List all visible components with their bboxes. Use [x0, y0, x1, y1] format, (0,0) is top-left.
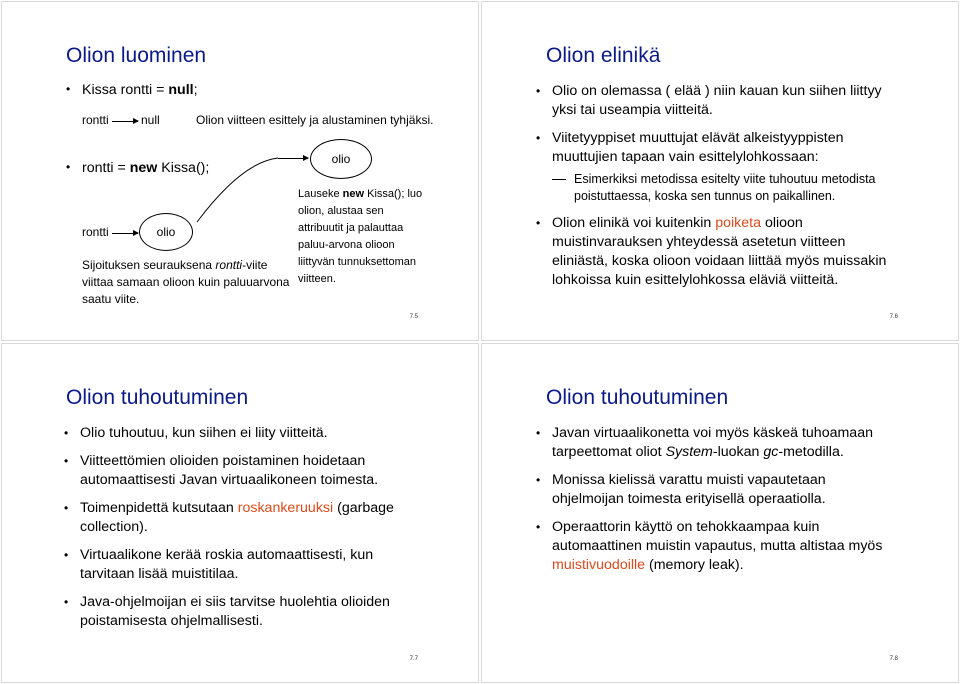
- sub-bullet-item: Esimerkiksi metodissa esitelty viite tuhoutuu metodista poistuttaessa, koska sen tunnus on paikallinen.: [552, 171, 902, 205]
- bullet-item: • Monissa kielissä varattu muisti vapautetaan ohjelmoijan toimesta erityisellä operaatiolla.: [536, 472, 826, 507]
- bullet-dot: •: [536, 473, 541, 487]
- slide-title: Olion tuhoutuminen: [66, 386, 249, 409]
- bullet-dot: •: [536, 520, 541, 534]
- object-label: olio: [331, 152, 351, 166]
- page-number: 7.7: [409, 656, 418, 662]
- bullet-item: • Olio on olemassa ( elää ) niin kauan kun siihen liittyy yksi tai useampia viitteitä.: [536, 83, 882, 118]
- slide-title: Olion elinikä: [546, 44, 661, 67]
- highlight-term: roskankeruuksi: [237, 500, 334, 516]
- keyword-null: null: [168, 82, 194, 98]
- slide-title: Olion tuhoutuminen: [546, 386, 729, 409]
- bullet-item: • Viitetyyppiset muuttujat elävät alkeistyyppisten muuttujien tapaan vain esittelylohkossaan: Esimerkiksi metodissa esitelty viite tuhoutuu metodista poistuttaessa, koska sen tunnus on paikallinen.: [530, 129, 902, 205]
- slide-olion-tuhoutuminen-2: [481, 343, 959, 683]
- slide-olion-elinika: [481, 1, 959, 341]
- bullet-dot: •: [64, 595, 69, 609]
- bullet-dot: •: [536, 216, 541, 230]
- keyword-new: new: [129, 160, 158, 176]
- bullet-list: [530, 424, 898, 584]
- bullet-item: • Olion elinikä voi kuitenkin poiketa olioon muistinvarauksen yhteydessä asetetun viitteen eliniästä, koska olioon voidaan liittää myös muissakin lohkoissa kuin esittelylohkossa eläviä viitteitä.: [536, 215, 887, 288]
- null-label: null: [141, 113, 160, 127]
- code-text: Kissa();: [157, 160, 210, 176]
- variable-label: rontti: [82, 113, 109, 127]
- bullet-item: • Java-ohjelmoijan ei siis tarvitse huolehtia olioiden poistamisesta ohjelmallisesti.: [64, 594, 390, 629]
- bullet-dot: •: [66, 82, 71, 96]
- dash-marker: [552, 179, 566, 180]
- bullet-dot: •: [64, 548, 69, 562]
- bullet-dot: •: [536, 84, 541, 98]
- bullet-item: • Javan virtuaalikonetta voi myös käskeä tuhoamaan tarpeettomat oliot System-luokan gc-metodilla.: [536, 425, 873, 460]
- page-number: 7.8: [889, 656, 898, 662]
- bullet-item: • Toimenpidettä kutsutaan roskankeruuksi (garbage collection).: [64, 500, 394, 535]
- page-number: 7.5: [409, 314, 418, 320]
- slide-olion-tuhoutuminen-1: [1, 343, 479, 683]
- code-text: rontti =: [82, 160, 130, 176]
- object-label: olio: [156, 225, 176, 239]
- bullet-item: • Viitteettömien olioiden poistaminen hoidetaan automaattisesti Javan virtuaalikoneen toimesta.: [64, 453, 379, 488]
- bullet-dot: •: [536, 131, 541, 145]
- code-text: Kissa rontti =: [82, 82, 169, 98]
- highlight-term: muistivuodoille: [552, 557, 646, 573]
- variable-label: rontti: [82, 225, 109, 239]
- note-text: Lauseke new Kissa(); luo olion, alustaa sen attribuutit ja palauttaa paluu-arvona olioon liittyvän tunnuksettoman viitteen.: [298, 188, 423, 285]
- slide-olion-luominen: [1, 1, 479, 341]
- bullet-dot: •: [536, 426, 541, 440]
- highlight-term: poiketa: [715, 215, 761, 231]
- bullet-dot: •: [64, 426, 69, 440]
- bullet-list: [58, 424, 418, 640]
- bullet-item: • Virtuaalikone kerää roskia automaattisesti, kun tarvitaan lisää muistitilaa.: [64, 547, 374, 582]
- bullet-item: • Operaattorin käyttö on tehokkaampaa kuin automaattinen muistin vapautus, mutta altistaa myös muistivuodoille (memory leak).: [536, 519, 883, 573]
- bullet-dot: •: [66, 160, 71, 174]
- bullet-dot: •: [64, 454, 69, 468]
- note-text: Sijoituksen seurauksena rontti-viite viittaa samaan olioon kuin paluuarvona saatu viite.: [82, 258, 290, 306]
- page-number: 7.6: [889, 314, 898, 320]
- bullet-list: [530, 82, 902, 299]
- note-text: Olion viitteen esittely ja alustaminen tyhjäksi.: [196, 113, 434, 127]
- bullet-item: • Olio tuhoutuu, kun siihen ei liity viitteitä.: [64, 425, 328, 441]
- slide-title: Olion luominen: [66, 44, 207, 67]
- code-text: ;: [193, 82, 198, 98]
- bullet-dot: •: [64, 501, 69, 515]
